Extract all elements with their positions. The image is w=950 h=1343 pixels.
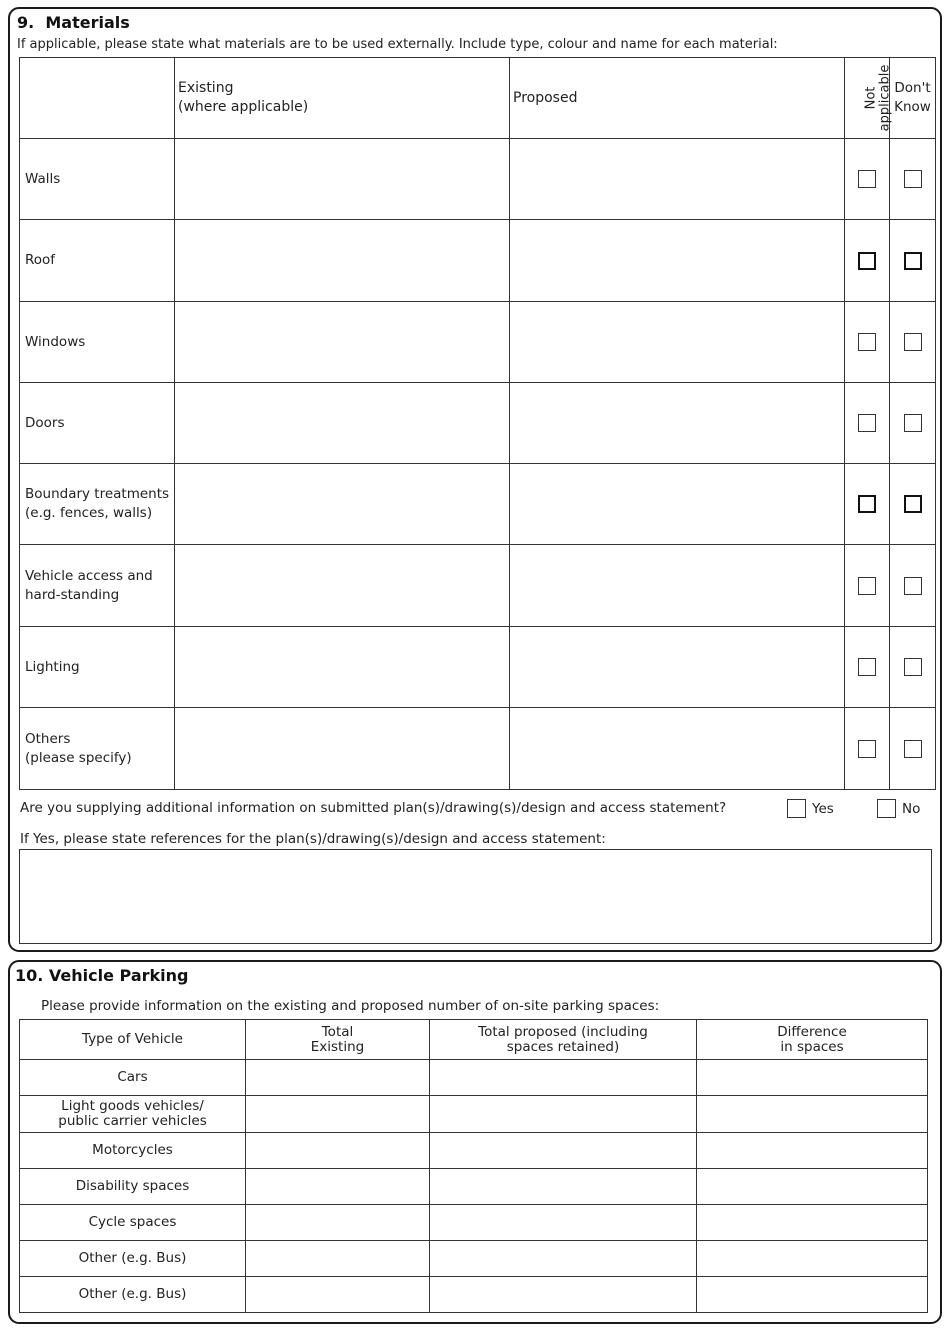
other-2-proposed-field[interactable] <box>430 1277 697 1313</box>
motorcycles-existing-field[interactable] <box>246 1133 430 1169</box>
materials-number: 9. <box>17 13 35 32</box>
lighting-proposed-field[interactable] <box>510 627 845 708</box>
material-label: Windows <box>20 302 175 383</box>
header-dont-know: Don't Know <box>890 58 936 139</box>
material-label: Others (please specify) <box>20 708 175 790</box>
material-row-vehicle-access <box>20 545 936 627</box>
material-label: Boundary treatments (e.g. fences, walls) <box>20 464 175 545</box>
parking-table <box>19 1019 928 1313</box>
materials-header-blank <box>20 58 175 139</box>
motorcycles-difference-field[interactable] <box>697 1133 928 1169</box>
no-option[interactable] <box>877 799 920 818</box>
windows-existing-field[interactable] <box>175 302 510 383</box>
windows-proposed-field[interactable] <box>510 302 845 383</box>
doors-not-applicable-checkbox[interactable] <box>858 414 876 432</box>
material-label: Lighting <box>20 627 175 708</box>
vehicle-access-existing-field[interactable] <box>175 545 510 627</box>
material-row-boundary <box>20 464 936 545</box>
others-existing-field[interactable] <box>175 708 510 790</box>
parking-row-cars <box>20 1060 928 1096</box>
walls-not-applicable-checkbox[interactable] <box>858 170 876 188</box>
boundary-dont-know-checkbox[interactable] <box>904 495 922 513</box>
material-row-roof <box>20 220 936 302</box>
material-row-walls <box>20 139 936 220</box>
motorcycles-proposed-field[interactable] <box>430 1133 697 1169</box>
vehicle-type-label: Other (e.g. Bus) <box>20 1277 246 1313</box>
references-label: If Yes, please state references for the plan(s)/drawing(s)/design and access statement: <box>20 831 606 847</box>
roof-existing-field[interactable] <box>175 220 510 302</box>
disability-proposed-field[interactable] <box>430 1169 697 1205</box>
parking-row-motorcycles <box>20 1133 928 1169</box>
others-dont-know-checkbox[interactable] <box>904 740 922 758</box>
header-not-applicable: Not applicable <box>845 58 890 139</box>
walls-proposed-field[interactable] <box>510 139 845 220</box>
materials-table <box>19 57 936 790</box>
other-1-existing-field[interactable] <box>246 1241 430 1277</box>
vehicle-type-label: Cars <box>20 1060 246 1096</box>
cars-existing-field[interactable] <box>246 1060 430 1096</box>
vehicle-type-label: Cycle spaces <box>20 1205 246 1241</box>
yes-checkbox[interactable] <box>787 799 806 818</box>
material-label: Roof <box>20 220 175 302</box>
material-row-windows <box>20 302 936 383</box>
vehicle-type-label: Other (e.g. Bus) <box>20 1241 246 1277</box>
cycle-difference-field[interactable] <box>697 1205 928 1241</box>
vehicle-type-label: Disability spaces <box>20 1169 246 1205</box>
materials-section <box>8 7 942 952</box>
parking-title: Vehicle Parking <box>48 966 189 985</box>
roof-not-applicable-checkbox[interactable] <box>858 252 876 270</box>
materials-title: Materials <box>45 13 130 32</box>
light-goods-difference-field[interactable] <box>697 1096 928 1133</box>
vehicle-access-proposed-field[interactable] <box>510 545 845 627</box>
material-label: Doors <box>20 383 175 464</box>
vehicle-access-not-applicable-checkbox[interactable] <box>858 577 876 595</box>
additional-info-question: Are you supplying additional information on submitted plan(s)/drawing(s)/design and access statement? <box>20 800 727 816</box>
materials-header-row <box>20 58 936 139</box>
windows-not-applicable-checkbox[interactable] <box>858 333 876 351</box>
light-goods-proposed-field[interactable] <box>430 1096 697 1133</box>
disability-existing-field[interactable] <box>246 1169 430 1205</box>
windows-dont-know-checkbox[interactable] <box>904 333 922 351</box>
material-row-doors <box>20 383 936 464</box>
parking-intro: Please provide information on the existing and proposed number of on-site parking spaces: <box>41 998 660 1014</box>
other-1-proposed-field[interactable] <box>430 1241 697 1277</box>
yes-label: Yes <box>812 800 834 817</box>
cycle-existing-field[interactable] <box>246 1205 430 1241</box>
boundary-existing-field[interactable] <box>175 464 510 545</box>
additional-info-question-row <box>20 799 935 821</box>
references-textarea[interactable] <box>19 849 932 944</box>
parking-row-other-1 <box>20 1241 928 1277</box>
others-proposed-field[interactable] <box>510 708 845 790</box>
vehicle-access-dont-know-checkbox[interactable] <box>904 577 922 595</box>
material-label: Vehicle access and hard-standing <box>20 545 175 627</box>
material-label: Walls <box>20 139 175 220</box>
header-total-existing: Total Existing <box>246 1020 430 1060</box>
header-vehicle-type: Type of Vehicle <box>20 1020 246 1060</box>
parking-row-other-2 <box>20 1277 928 1313</box>
cars-proposed-field[interactable] <box>430 1060 697 1096</box>
other-1-difference-field[interactable] <box>697 1241 928 1277</box>
material-row-others <box>20 708 936 790</box>
walls-dont-know-checkbox[interactable] <box>904 170 922 188</box>
vehicle-type-label: Light goods vehicles/ public carrier vehicles <box>20 1096 246 1133</box>
no-checkbox[interactable] <box>877 799 896 818</box>
parking-row-disability <box>20 1169 928 1205</box>
doors-existing-field[interactable] <box>175 383 510 464</box>
yes-option[interactable] <box>787 799 834 818</box>
header-existing: Existing (where applicable) <box>175 58 510 139</box>
materials-intro: If applicable, please state what materials are to be used externally. Include type, colour and name for each material: <box>17 37 778 52</box>
vehicle-type-label: Motorcycles <box>20 1133 246 1169</box>
doors-dont-know-checkbox[interactable] <box>904 414 922 432</box>
header-total-proposed: Total proposed (including spaces retained) <box>430 1020 697 1060</box>
lighting-not-applicable-checkbox[interactable] <box>858 658 876 676</box>
roof-proposed-field[interactable] <box>510 220 845 302</box>
parking-section <box>8 960 942 1324</box>
parking-row-cycle <box>20 1205 928 1241</box>
header-proposed: Proposed <box>510 58 845 139</box>
parking-row-light-goods <box>20 1096 928 1133</box>
disability-difference-field[interactable] <box>697 1169 928 1205</box>
light-goods-existing-field[interactable] <box>246 1096 430 1133</box>
no-label: No <box>902 800 921 817</box>
parking-number: 10. <box>15 966 44 985</box>
parking-heading <box>15 966 189 985</box>
roof-dont-know-checkbox[interactable] <box>904 252 922 270</box>
boundary-proposed-field[interactable] <box>510 464 845 545</box>
cycle-proposed-field[interactable] <box>430 1205 697 1241</box>
material-row-lighting <box>20 627 936 708</box>
lighting-dont-know-checkbox[interactable] <box>904 658 922 676</box>
parking-header-row <box>20 1020 928 1060</box>
doors-proposed-field[interactable] <box>510 383 845 464</box>
others-not-applicable-checkbox[interactable] <box>858 740 876 758</box>
other-2-existing-field[interactable] <box>246 1277 430 1313</box>
lighting-existing-field[interactable] <box>175 627 510 708</box>
materials-heading <box>17 13 130 32</box>
walls-existing-field[interactable] <box>175 139 510 220</box>
header-difference: Difference in spaces <box>697 1020 928 1060</box>
cars-difference-field[interactable] <box>697 1060 928 1096</box>
boundary-not-applicable-checkbox[interactable] <box>858 495 876 513</box>
other-2-difference-field[interactable] <box>697 1277 928 1313</box>
